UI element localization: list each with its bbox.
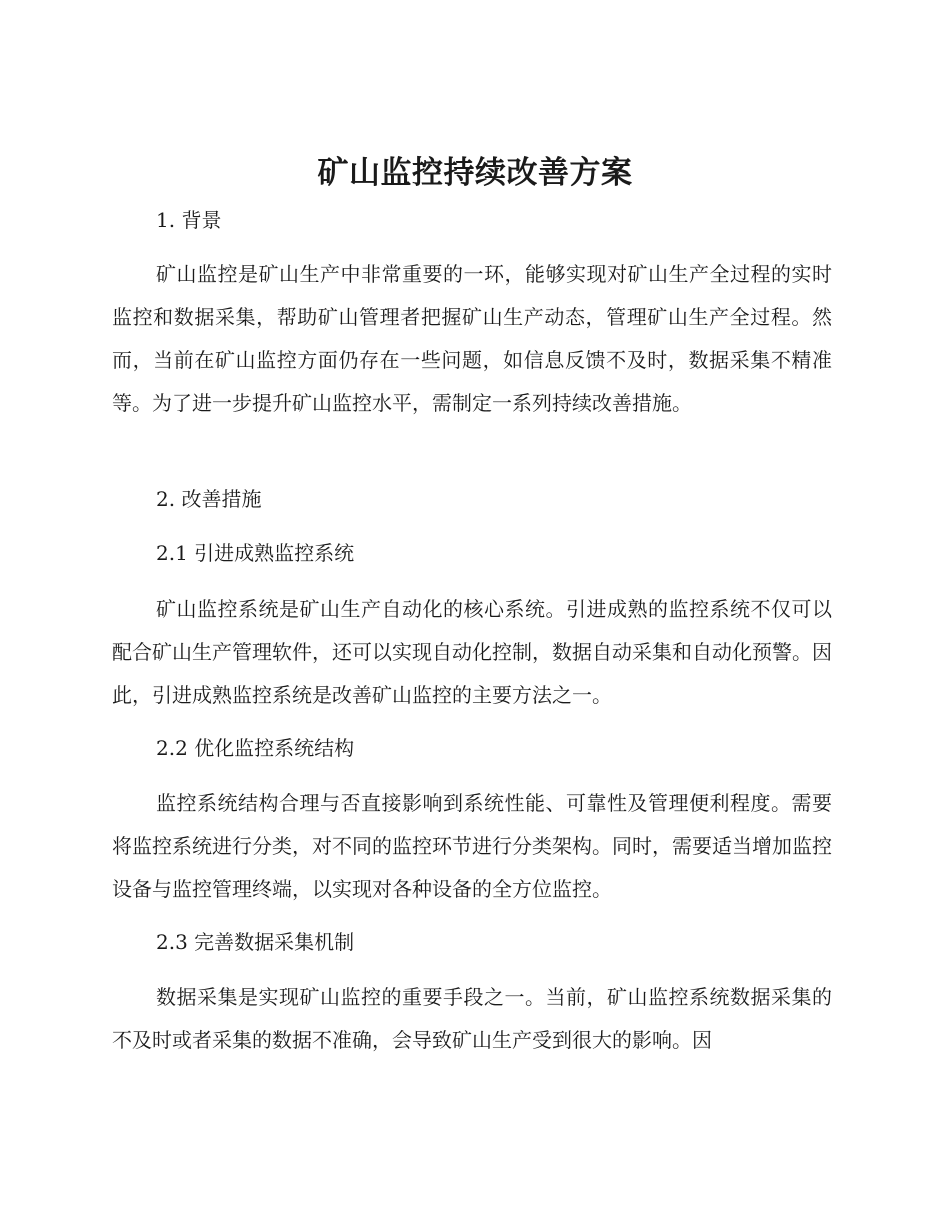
section-heading-background: 1. 背景	[156, 208, 222, 232]
paragraph-background: 矿山监控是矿山生产中非常重要的一环，能够实现对矿山生产全过程的实时监控和数据采集，帮助矿山管理者把握矿山生产动态，管理矿山生产全过程。然而，当前在矿山监控方面仍存在一些问题，如信息反馈不及时，数据采集不精准等。为了进一步提升矿山监控水平，需制定一系列持续改善措施。	[112, 262, 832, 415]
paragraph-2-2: 监控系统结构合理与否直接影响到系统性能、可靠性及管理便利程度。需要将监控系统进行分类，对不同的监控环节进行分类架构。同时，需要适当增加监控设备与监控管理终端，以实现对各种设备的全方位监控。	[112, 791, 832, 901]
paragraph-2-3: 数据采集是实现矿山监控的重要手段之一。当前，矿山监控系统数据采集的不及时或者采集的数据不准确，会导致矿山生产受到很大的影响。因	[112, 985, 832, 1052]
paragraph-2-1: 矿山监控系统是矿山生产自动化的核心系统。引进成熟的监控系统不仅可以配合矿山生产管理软件，还可以实现自动化控制，数据自动采集和自动化预警。因此，引进成熟监控系统是改善矿山监控的主要方法之一。	[112, 597, 832, 707]
subsection-heading-2-3: 2.3 完善数据采集机制	[156, 930, 355, 954]
section-heading-improvement-measures: 2. 改善措施	[156, 487, 262, 511]
subsection-heading-2-1: 2.1 引进成熟监控系统	[156, 541, 355, 565]
subsection-heading-2-2: 2.2 优化监控系统结构	[156, 736, 355, 760]
document-title: 矿山监控持续改善方案	[317, 155, 633, 191]
